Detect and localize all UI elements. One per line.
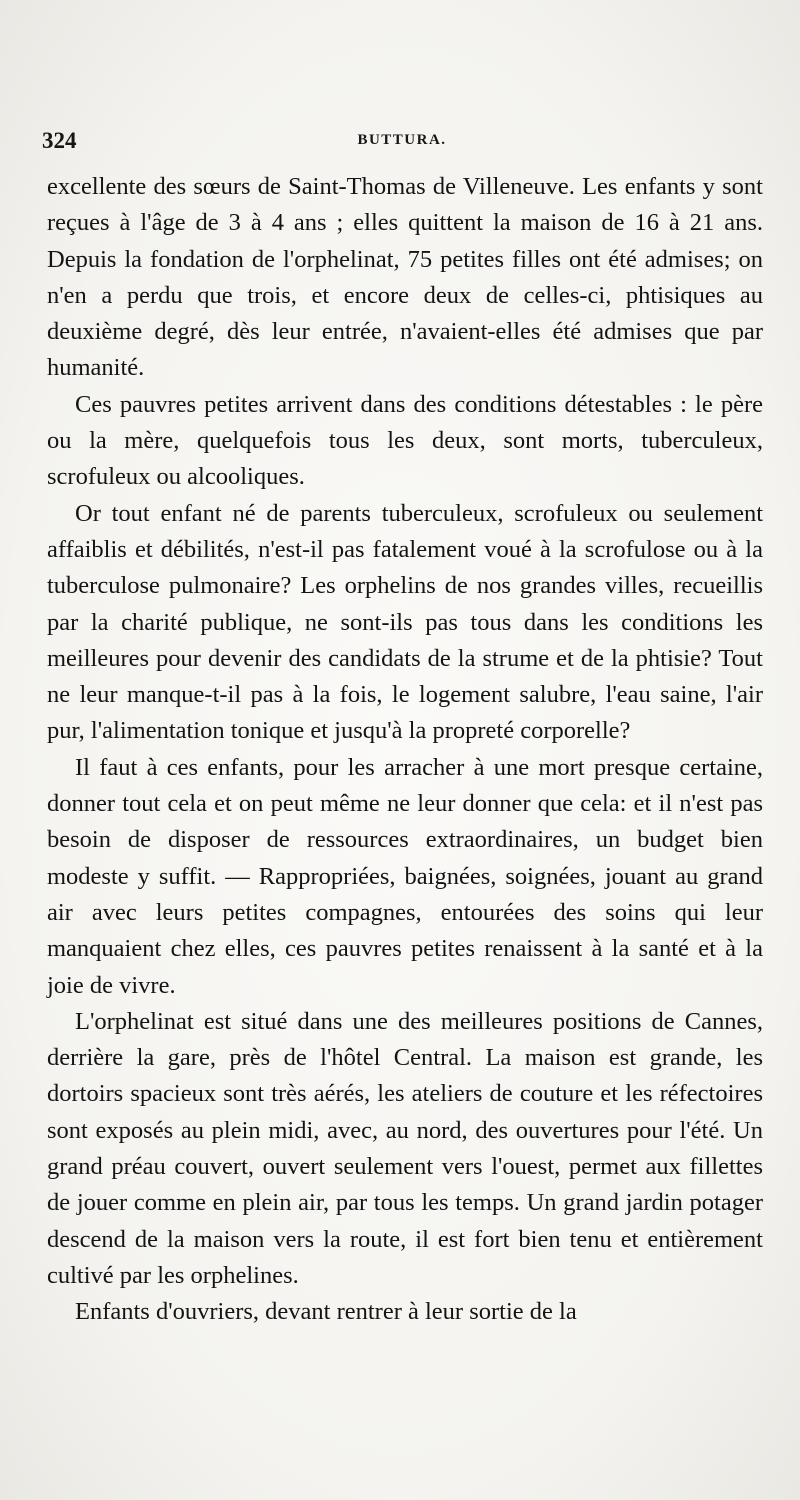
paragraph: Or tout enfant né de parents tuberculeux, scrofuleux ou seulement affaiblis et débilités, n'est-il pas fatalement voué à la scrofulose ou à la tuberculose pulmonaire? Les orphelins de nos grandes villes, recueillis par la charité publique, ne sont-ils pas tous dans les conditions les meilleures pour devenir des candidats de la strume et de la phtisie? Tout ne leur manque-t-il pas à la fois, le logement salubre, l'eau saine, l'air pur, l'alimentation tonique et jusqu'à la propreté corporelle? [47,499,763,745]
running-head: BUTTURA. [357,132,447,148]
body-text [47,169,763,1331]
paragraph: L'orphelinat est situé dans une des meilleures positions de Cannes, derrière la gare, près de l'hôtel Central. La maison est grande, les dortoirs spacieux sont très aérés, les ateliers de couture et les réfectoires sont exposés au plein midi, avec, au nord, des ouvertures pour l'été. Un grand préau couvert, ouvert seulement vers l'ouest, permet aux fillettes de jouer comme en plein air, par tous les temps. Un grand jardin potager descend de la maison vers la route, il est fort bien tenu et entièrement cultivé par les orphelines. [47,1007,763,1289]
paragraph-continuation: excellente des sœurs de Saint-Thomas de Villeneuve. Les enfants y sont reçues à l'âge de 3 à 4 ans ; elles quittent la maison de 16 à 21 ans. Depuis la fondation de l'orphelinat, 75 petites filles ont été admises; on n'en a perdu que trois, et encore deux de celles-ci, phtisiques au deuxième degré, dès leur entrée, n'avaient-elles été admises que par humanité. [47,173,763,382]
page-number: 324 [42,128,77,153]
paragraph-truncated: Enfants d'ouvriers, devant rentrer à leur sortie de la [75,1298,577,1326]
paragraph: Il faut à ces enfants, pour les arracher à une mort presque certaine, donner tout cela et on peut même ne leur donner que cela: et il n'est pas besoin de disposer de ressources extraordinaires, un budget bien modeste y suffit. — Rappropriées, baignées, soignées, jouant au grand air avec leurs petites compagnes, entourées des soins qui leur manquaient chez elles, ces pauvres petites renaissent à la santé et à la joie de vivre. [47,753,763,999]
page-header [42,128,762,158]
paragraph: Ces pauvres petites arrivent dans des conditions détestables : le père ou la mère, quelquefois tous les deux, sont morts, tuberculeux, scrofuleux ou alcooliques. [47,390,763,491]
